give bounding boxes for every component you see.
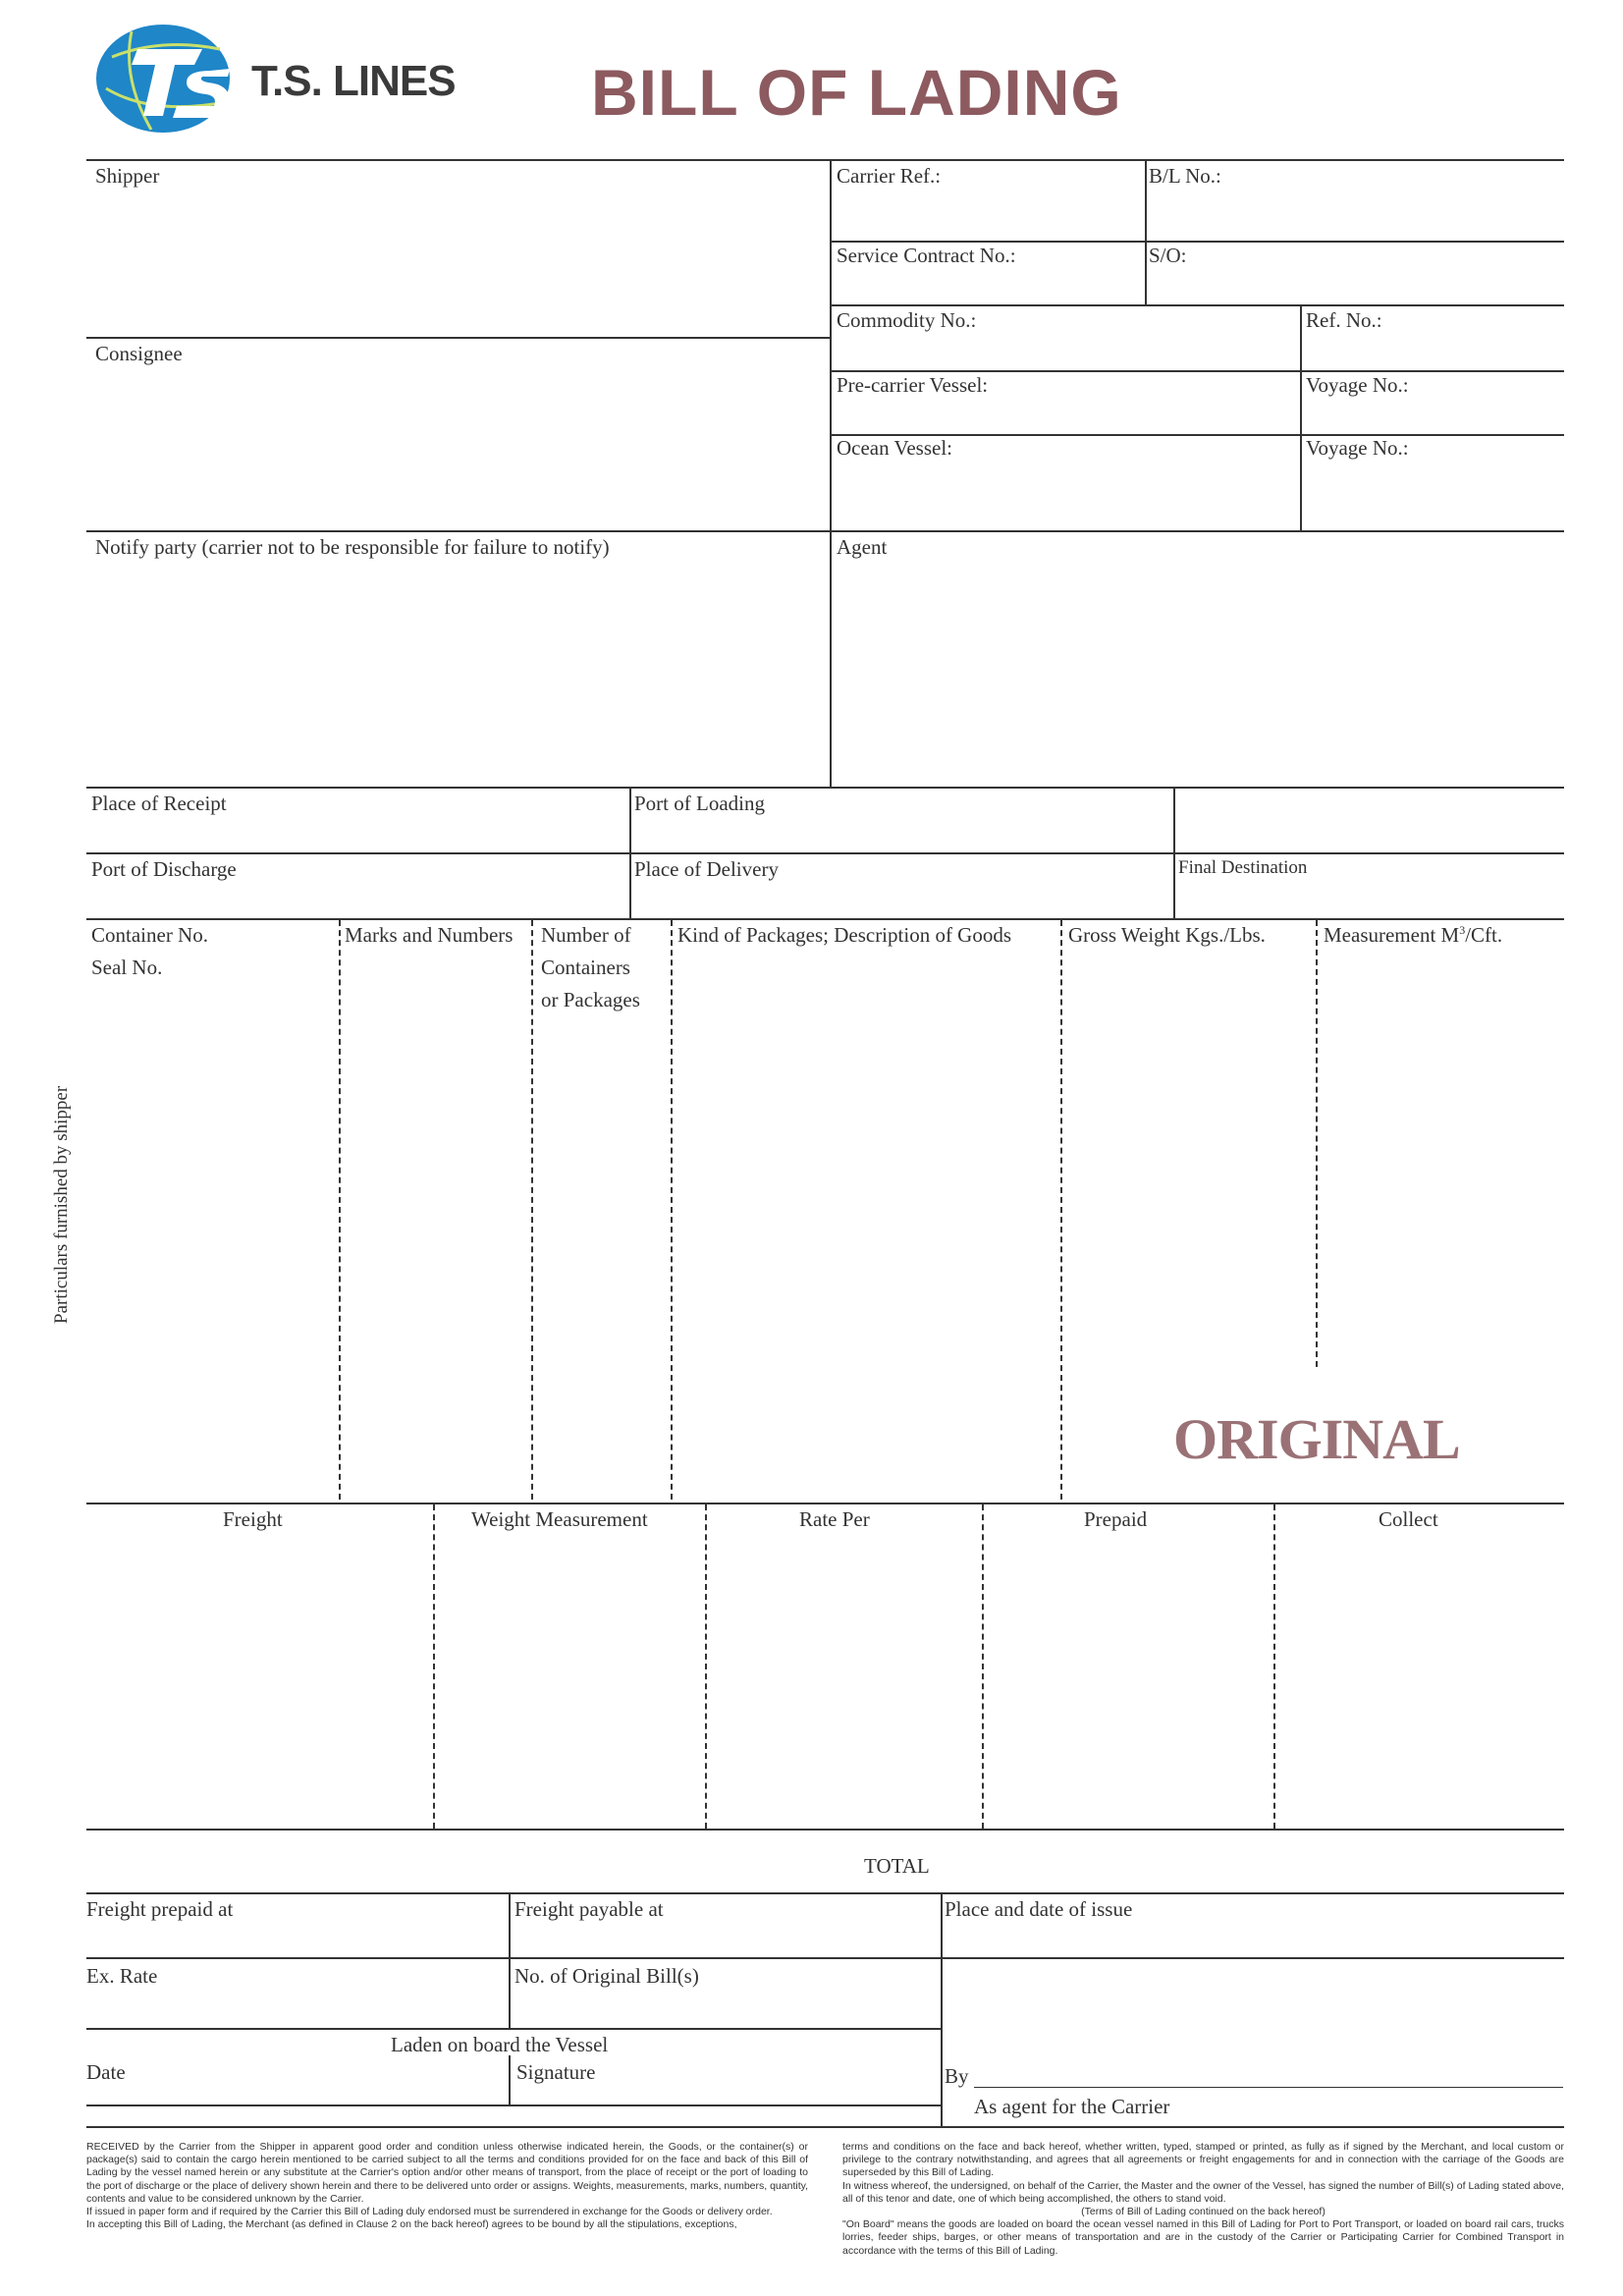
terms-paragraph: If issued in paper form and if required by the Carrier this Bill of Lading duly endorsed must be surrendered in exchange for the Goods or delivery order.	[86, 2206, 773, 2218]
rule	[86, 1829, 1564, 1831]
label-place-date-issue: Place and date of issue	[945, 1897, 1133, 1921]
label-collect: Collect	[1379, 1507, 1438, 1531]
label-shipper: Shipper	[95, 164, 160, 188]
rule	[830, 241, 1564, 243]
label-seal-no: Seal No.	[91, 956, 163, 979]
terms-paragraph: terms and conditions on the face and back hereof, whether written, typed, stamped or printed, as fully as if signed by the Merchant, and local custom or privilege to the contrary notwithstanding, and agrees that all agreements or freight engagements for and in connection with the carriage of the Goods are superseded by this Bill of Lading.	[842, 2141, 1564, 2179]
company-logo	[92, 20, 240, 137]
rule	[86, 787, 1564, 789]
label-marks-numbers: Marks and Numbers	[345, 923, 514, 947]
rule	[509, 2055, 511, 2105]
terms-paragraph: In accepting this Bill of Lading, the Merchant (as defined in Clause 2 on the back hereof) agrees to be bound by all the stipulations, exceptions,	[86, 2218, 737, 2231]
label-as-agent: As agent for the Carrier	[974, 2095, 1170, 2118]
freight-divider-2	[705, 1504, 707, 1829]
terms-paragraph: (Terms of Bill of Lading continued on the back hereof)	[1081, 2206, 1325, 2218]
label-voyage-no-2: Voyage No.:	[1306, 436, 1409, 460]
rule-bl-divider	[1145, 159, 1147, 304]
label-signature: Signature	[516, 2060, 596, 2084]
rule-center-vertical	[830, 159, 832, 787]
terms-paragraph: RECEIVED by the Carrier from the Shipper in apparent good order and condition unless otherwise indicated herein, the Goods, or the container(s) or package(s) said to contain the cargo herein mentioned to be carried subject to all the terms and conditions provided for on the face and back of this Bill of Lading by the vessel named herein or any substitute at the Carrier's option and/or other means of transport, from the place of receipt or the port of loading to the port of discharge or the place of delivery shown herein and there to be delivered unto order or assigns. Weights, measurements, marks, numbers, quantity, contents and value to be considered unknown by the Carrier.	[86, 2141, 808, 2205]
rule	[86, 918, 1564, 920]
label-so: S/O:	[1149, 244, 1187, 267]
rule-ref-divider	[1300, 304, 1302, 530]
goods-divider-1	[339, 920, 341, 1500]
label-weight-measurement: Weight Measurement	[471, 1507, 648, 1531]
label-pre-carrier-vessel: Pre-carrier Vessel:	[837, 373, 989, 397]
label-voyage-no-1: Voyage No.:	[1306, 373, 1409, 397]
measurement-text: Measurement M	[1324, 923, 1460, 947]
label-port-of-discharge: Port of Discharge	[91, 857, 237, 881]
rule	[830, 304, 1564, 306]
label-freight: Freight	[223, 1507, 283, 1531]
side-label-particulars: Particulars furnished by shipper	[51, 1085, 72, 1324]
label-laden-on-board: Laden on board the Vessel	[391, 2033, 609, 2056]
freight-divider-1	[433, 1504, 435, 1829]
label-freight-prepaid-at: Freight prepaid at	[86, 1897, 234, 1921]
label-service-contract: Service Contract No.:	[837, 244, 1016, 267]
goods-divider-3	[671, 920, 673, 1500]
goods-divider-4	[1060, 920, 1062, 1500]
label-agent: Agent	[837, 535, 888, 559]
rule	[86, 1503, 1564, 1504]
terms-left	[86, 2141, 808, 2231]
goods-divider-2	[531, 920, 533, 1500]
brand-name: T.S. LINES	[251, 57, 456, 105]
rule	[830, 370, 1564, 372]
label-place-of-receipt: Place of Receipt	[91, 792, 227, 815]
ts-logo-icon	[92, 20, 240, 137]
rule	[86, 530, 1564, 532]
measurement-superscript: 3	[1459, 923, 1466, 937]
label-measurement	[1324, 923, 1502, 948]
label-place-of-delivery: Place of Delivery	[634, 857, 779, 881]
label-ocean-vessel: Ocean Vessel:	[837, 436, 952, 460]
terms-right	[842, 2141, 1564, 2258]
rule	[86, 852, 1564, 854]
label-date: Date	[86, 2060, 126, 2084]
rule	[941, 1892, 943, 2126]
label-rate-per: Rate Per	[799, 1507, 870, 1531]
label-container-no: Container No.	[91, 923, 208, 947]
label-carrier-ref: Carrier Ref.:	[837, 164, 942, 188]
rule	[509, 1892, 511, 1957]
label-by: By	[945, 2064, 969, 2088]
freight-divider-3	[982, 1504, 984, 1829]
rule	[86, 1892, 1564, 1894]
label-containers: Containers	[541, 956, 630, 979]
freight-divider-4	[1273, 1504, 1275, 1829]
label-port-of-loading: Port of Loading	[634, 792, 765, 815]
original-stamp: ORIGINAL	[1173, 1407, 1460, 1471]
label-notify-party: Notify party (carrier not to be responsible for failure to notify)	[95, 535, 610, 559]
rule	[86, 337, 830, 339]
label-number-of: Number of	[541, 923, 631, 947]
rule	[86, 2126, 1564, 2128]
label-no-original-bills: No. of Original Bill(s)	[514, 1964, 699, 1988]
label-gross-weight: Gross Weight Kgs./Lbs.	[1068, 923, 1266, 947]
label-prepaid: Prepaid	[1084, 1507, 1148, 1531]
rule	[86, 2105, 941, 2106]
rule-top	[86, 159, 1564, 161]
terms-paragraph: In witness whereof, the undersigned, on behalf of the Carrier, the Master and the owner of the Vessel, has signed the number of Bill(s) of Lading stated above, all of this tenor and date, one of which being accomplished, the others to stand void.	[842, 2179, 1564, 2205]
label-consignee: Consignee	[95, 342, 183, 365]
rule	[86, 2028, 941, 2030]
label-bl-no: B/L No.:	[1149, 164, 1221, 188]
rule	[509, 1957, 511, 2028]
label-ref-no: Ref. No.:	[1306, 308, 1382, 332]
label-commodity-no: Commodity No.:	[837, 308, 977, 332]
measurement-unit: /Cft.	[1465, 923, 1503, 947]
label-or-packages: or Packages	[541, 988, 640, 1011]
label-final-destination: Final Destination	[1178, 857, 1308, 878]
label-ex-rate: Ex. Rate	[86, 1964, 158, 1988]
label-total: TOTAL	[864, 1854, 930, 1878]
label-freight-payable-at: Freight payable at	[514, 1897, 664, 1921]
terms-paragraph: "On Board" means the goods are loaded on board the ocean vessel named in this Bill of Lading for Port to Port Transport, or loaded on board rail cars, trucks lorries, feeder ships, barges, or other means of transportation and are in the custody of the Carrier or Participating Carrier for Combined Transport in accordance with the terms of this Bill of Lading.	[842, 2218, 1564, 2257]
document-title: BILL OF LADING	[591, 56, 1122, 129]
label-kind-of-packages: Kind of Packages; Description of Goods	[677, 923, 1012, 947]
rule	[86, 1957, 1564, 1959]
goods-divider-5	[1316, 920, 1318, 1367]
signature-line	[974, 2087, 1563, 2088]
